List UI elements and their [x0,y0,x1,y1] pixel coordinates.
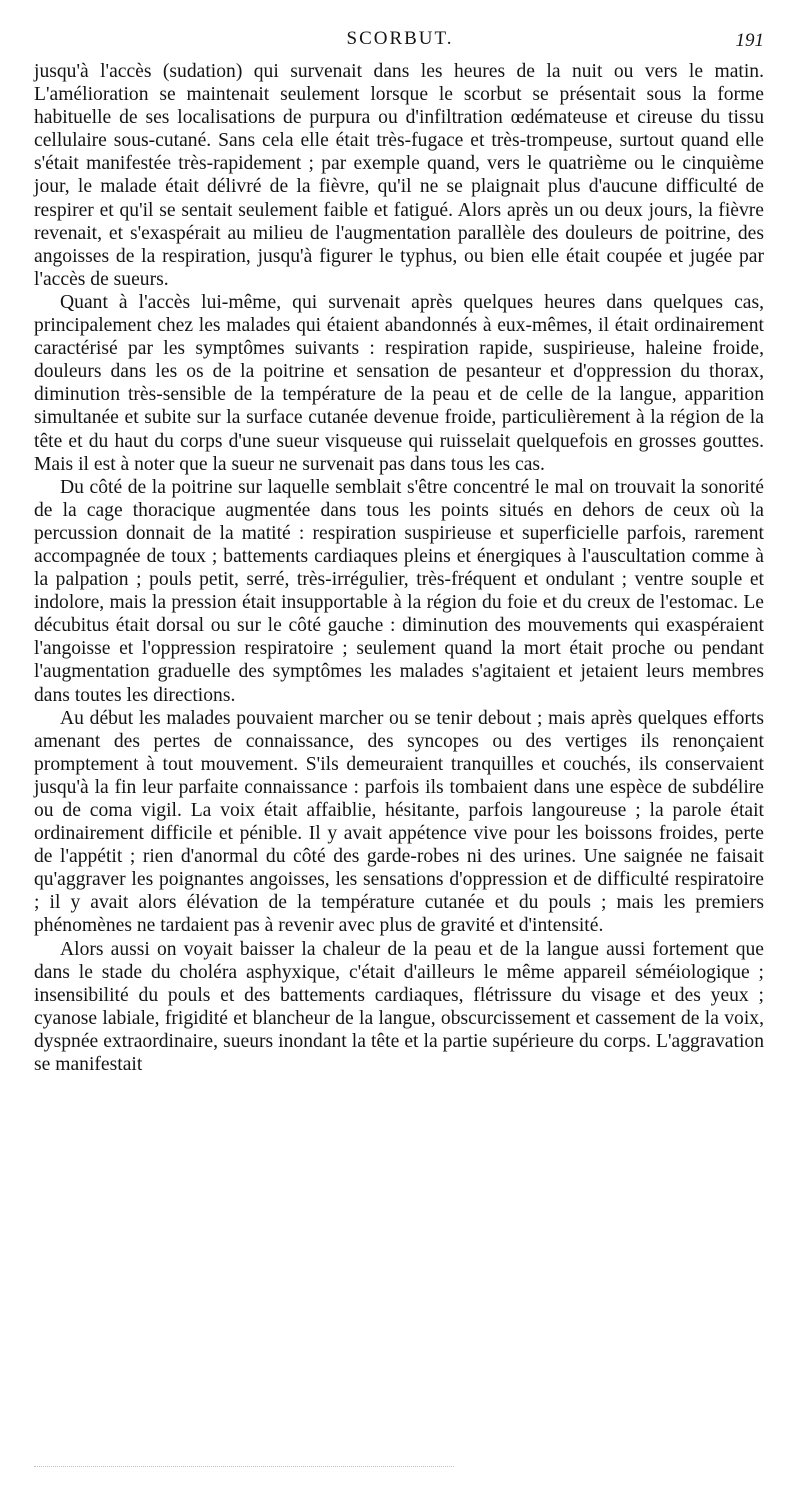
running-head [0,28,800,58]
footer-scan-marks [34,1460,454,1467]
paragraph-1: jusqu'à l'accès (sudation) qui survenait dans les heures de la nuit ou vers le matin. L'amélioration se maintenait seulement lorsque le scorbut se présentait sous la forme habituelle de ses localisations de purpura ou d'infiltration œdémateuse et cireuse du tissu cellulaire sous-cutané. Sans cela elle était très-fugace et très-trompeuse, surtout quand elle s'était manifestée très-rapidement ; par exemple quand, vers le quatrième ou le cinquième jour, le malade était délivré de la fièvre, qu'il ne se plaignait plus d'aucune difficulté de respirer et qu'il se sentait seulement faible et fatigué. Alors après un ou deux jours, la fièvre revenait, et s'exaspérait au milieu de l'augmentation parallèle des douleurs de poitrine, des angoisses de la respiration, jusqu'à figurer le typhus, ou bien elle était coupée et jugée par l'accès de sueurs. [34,61,764,290]
body-text [34,60,764,1076]
paragraph-4: Au début les malades pouvaient marcher ou se tenir debout ; mais après quelques efforts amenant des pertes de connaissance, des syncopes ou des vertiges ils renonçaient promptement à tout mouvement. S'ils demeuraient tranquilles et couchés, ils conservaient jusqu'à la fin leur parfaite connaissance : parfois ils tombaient dans une espèce de subdélire ou de coma vigil. La voix était affaiblie, hésitante, parfois langoureuse ; la parole était ordinairement difficile et pénible. Il y avait appétence vive pour les boissons froides, perte de l'appétit ; rien d'anormal du côté des garde-robes ni des urines. Une saignée ne faisait qu'aggraver les poignantes angoisses, les sensations d'oppression et de difficulté respiratoire ; il y avait alors élévation de la température cutanée et du pouls ; mais les premiers phénomènes ne tardaient pas à revenir avec plus de gravité et d'intensité. [34,707,764,937]
paragraph-2: Quant à l'accès lui-même, qui survenait après quelques heures dans quelques cas, principalement chez les malades qui étaient abandonnés à eux-mêmes, il était ordinairement caractérisé par les symptômes suivants : respiration rapide, suspirieuse, haleine froide, douleurs dans les os de la poitrine et sensation de pesanteur et d'oppression du thorax, diminution très-sensible de la température de la peau et de celle de la langue, apparition simultanée et subite sur la surface cutanée devenue froide, particulièrement à la région de la tête et du haut du corps d'une sueur visqueuse qui ruisselait quelquefois en grosses gouttes. Mais il est à noter que la sueur ne survenait pas dans tous les cas. [34,291,764,475]
running-title: SCORBUT. [346,28,454,49]
paragraph-5: Alors aussi on voyait baisser la chaleur de la peau et de la langue aussi fortement que dans le stade du choléra asphyxique, c'était d'ailleurs le même appareil séméiologique ; insensibilité du pouls et des battements cardiaques, flétrissure du visage et des yeux ; cyanose labiale, frigidité et blancheur de la langue, obscurcissement et cassement de la voix, dyspnée extraordinaire, sueurs inondant la tête et la partie supérieure du corps. L'aggravation se manifestait [34,938,764,1076]
paragraph-3: Du côté de la poitrine sur laquelle semblait s'être concentré le mal on trouvait la sonorité de la cage thoracique augmentée dans tous les points situés en dehors de ceux où la percussion donnait de la matité : respiration suspirieuse et superficielle parfois, rarement accompagnée de toux ; battements cardiaques pleins et énergiques à l'auscultation comme à la palpation ; pouls petit, serré, très-irrégulier, très-fréquent et ondulant ; ventre souple et indolore, mais la pression était insupportable à la région du foie et du creux de l'estomac. Le décubitus était dorsal ou sur le côté gauche : diminution des mouvements qui exaspéraient l'angoisse et l'oppression respiratoire ; seulement quand la mort était proche ou pendant l'augmentation graduelle des symptômes les malades s'agitaient et jetaient leurs membres dans toutes les directions. [34,476,764,706]
page-number: 191 [735,30,764,51]
